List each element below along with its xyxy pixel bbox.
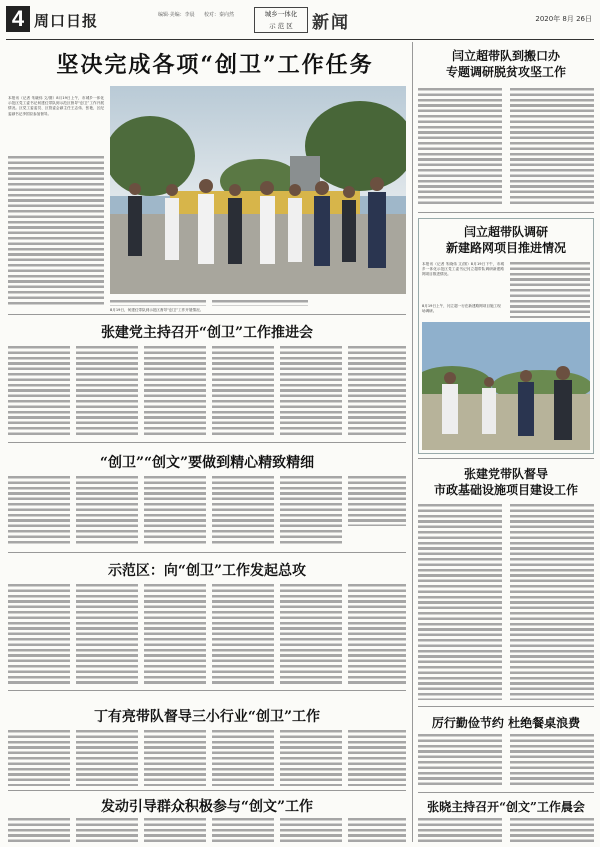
article-body	[348, 584, 406, 684]
main-photo	[110, 86, 406, 294]
article-body	[280, 476, 342, 546]
issue-date: 2020年 8月 26日	[535, 15, 592, 23]
article-body	[212, 476, 274, 546]
article-body	[76, 584, 138, 684]
article-body	[76, 476, 138, 546]
right-headline-4	[418, 466, 594, 498]
divider	[8, 790, 406, 791]
right-photo-caption: 8月19日上午，闫立超一行在新建路网项目施工现场调研。	[422, 304, 501, 313]
divider	[418, 212, 594, 213]
article-body	[76, 346, 138, 436]
headline-line: 市政基础设施项目建设工作	[433, 483, 578, 497]
article-body	[8, 476, 70, 546]
article-body	[348, 730, 406, 786]
page-number: 4	[6, 6, 30, 32]
article-body	[348, 818, 406, 844]
right-headline-6: 张晓主持召开“创文”工作晨会	[427, 800, 585, 814]
article-body	[8, 730, 70, 786]
right-photo	[422, 322, 590, 450]
divider	[8, 314, 406, 315]
column-rule	[412, 42, 413, 842]
article-body	[212, 346, 274, 436]
article-body	[8, 818, 70, 844]
article-body	[510, 88, 594, 206]
section-name: 新闻	[312, 13, 350, 33]
main-lead: 本报讯（记者 朱晓伟 文/图）8月19日上午，市城乡一体化示范区党工委书记何建红带队到示范区督导“创卫”工作开展情况。区党工委委员、区管委会副主任王志伟、张艳，区纪委副书记李国臣参加督导。	[8, 96, 104, 116]
article-body	[212, 818, 274, 844]
article-body	[144, 730, 206, 786]
article-body	[418, 734, 502, 788]
article-body	[510, 818, 594, 844]
right-lead: 本报讯（记者 朱晓伟 文/图）8月19日下午，市城乡一体化示范区党工委书记闫立超带队调研新建路网项目推进情况。	[422, 262, 504, 277]
main-body-text-3	[212, 300, 308, 306]
right-headline-2	[418, 224, 594, 256]
main-body-text	[8, 156, 104, 306]
main-photo-caption: 8月19日，何建红带队到示范区督导“创卫”工作开展情况。	[110, 308, 204, 312]
article-body	[212, 584, 274, 684]
masthead	[6, 4, 594, 40]
topic-box	[254, 7, 308, 33]
article-body	[348, 346, 406, 436]
article-body	[144, 818, 206, 844]
editor-line: 编辑·美编：李晨	[158, 12, 195, 18]
main-body-text-2	[110, 300, 206, 306]
article-body	[280, 730, 342, 786]
article-body	[510, 734, 594, 788]
divider	[418, 706, 594, 707]
article-body	[144, 584, 206, 684]
paper-name: 周口日报	[34, 12, 99, 30]
article-body	[8, 584, 70, 684]
main-headline: 坚决完成各项“创卫”工作任务	[56, 52, 374, 78]
headline-line: 闫立超带队调研	[463, 225, 548, 239]
divider	[8, 690, 406, 691]
article-headline: “创卫”“创文”要做到精心精致精细	[99, 455, 315, 471]
article-body	[8, 346, 70, 436]
headline-line: 张建党带队督导	[463, 467, 548, 481]
right-headline-1	[418, 48, 594, 80]
divider	[8, 552, 406, 553]
divider	[418, 458, 594, 459]
article-headline: 示范区：向“创卫”工作发起总攻	[107, 563, 307, 579]
article-body	[76, 730, 138, 786]
headline-line: 专题调研脱贫攻坚工作	[445, 65, 566, 79]
article-body	[510, 262, 590, 318]
topic-line-2: 示 范 区	[269, 22, 293, 30]
article-body	[212, 730, 274, 786]
article-body	[280, 818, 342, 844]
right-headline-5: 厉行勤俭节约 杜绝餐桌浪费	[431, 716, 581, 730]
article-body	[418, 88, 502, 206]
article-body	[76, 818, 138, 844]
article-body	[348, 476, 406, 526]
article-body	[418, 818, 502, 844]
article-body	[144, 346, 206, 436]
headline-line: 新建路网项目推进情况	[445, 241, 566, 255]
article-headline: 张建党主持召开“创卫”工作推进会	[100, 325, 314, 341]
divider	[418, 792, 594, 793]
article-headline: 发动引导群众积极参与“创文”工作	[100, 799, 314, 815]
headline-line: 闫立超带队到搬口办	[451, 49, 560, 63]
topic-line-1: 城乡一体化	[264, 10, 298, 18]
article-body	[280, 584, 342, 684]
article-body	[144, 476, 206, 546]
article-body	[510, 504, 594, 700]
divider	[8, 442, 406, 443]
article-body	[280, 346, 342, 436]
proofreader-line: 校对：秦向然	[204, 12, 235, 18]
article-headline: 丁有亮带队督导三小行业“创卫”工作	[93, 709, 321, 725]
article-body	[418, 504, 502, 700]
